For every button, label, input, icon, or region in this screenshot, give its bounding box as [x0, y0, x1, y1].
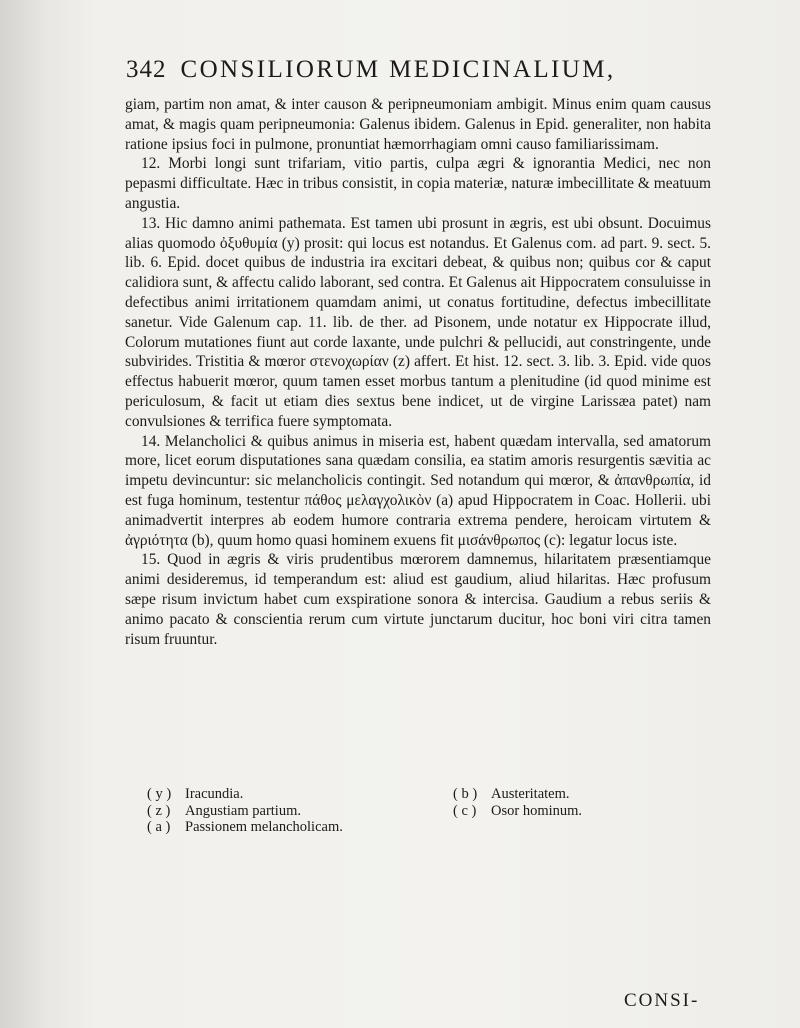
footnote-mark: ( a ): [147, 819, 171, 835]
paragraph-continuation: giam, partim non amat, & inter causon & peripneumoniam ambigit. Minus enim quam causus amat, & magis quam peripneumonia: Galenus ibidem. Galenus in Epid. generaliter, non habita ratione ipsius foci in pulmone, pronuntiat hæmorrhagiam omni causo familiarissimam.: [125, 96, 711, 153]
footnote-text: Osor hominum.: [491, 802, 583, 819]
paragraph-12: 12. Morbi longi sunt trifariam, vitio partis, culpa ægri & ignorantia Medici, nec non pepasmi difficultate. Hæc in tribus consistit, in copia materiæ, naturæ imbecillitate & meatuum angustia.: [125, 155, 711, 212]
running-title: CONSILIORUM MEDICINALIUM,: [180, 56, 616, 83]
body-text: [125, 95, 711, 649]
footnote-mark: ( z ): [147, 802, 171, 819]
catchword: CONSI-: [624, 990, 700, 1011]
page-number: 342: [126, 56, 167, 83]
footnote-mark: ( b ): [453, 786, 478, 802]
footnote-a: [147, 819, 387, 836]
footnote-b: [453, 786, 693, 803]
footnote-mark: ( y ): [147, 786, 172, 802]
show-through-shadow: [0, 0, 100, 1028]
footnotes-left-column: [147, 786, 387, 836]
footnote-text: Iracundia.: [185, 786, 244, 802]
footnote-y: [147, 786, 387, 803]
footnotes-right-column: [453, 786, 693, 819]
paragraph-13: 13. Hic damno animi pathemata. Est tamen ubi prosunt in ægris, est ubi obsunt. Docuimus alias quomodo ὀξυθυμία (y) prosit: qui locus est notandus. Et Galenus com. ad part. 9. sect. 5. lib. 6. Epid. docet quibus de industria ira excitari debeat, & quibus non; quibus cor & caput calidiora sunt, & affectu calido laborant, sed contra. Et Galenus ait Hippocratem consuluisse in defectibus animi irritationem quamdam animi, ut conatus fortitudine, defectus imbecillitate sanetur. Vide Galenum cap. 11. lib. de ther. ad Pisonem, unde notatur ex Hippocrate illud, Colorum mutationes fiunt aut corde laxante, unde pulchri & pellucidi, aut constringente, unde subvirides. Tristitia & mœror στενοχωρίαν (z) affert. Et hist. 12. sect. 3. lib. 3. Epid. vide quos effectus habuerit mœror, quum tamen esset morbus tantum a plenitudine (id quod minime est periculosum, & facit ut etiam dies sextus bene indicet, ut de virgine Larissæa patet) nam convulsiones & terrifica fuere symptomata.: [125, 214, 711, 430]
footnote-text: Passionem melancholicam.: [185, 819, 343, 835]
page-header: [126, 56, 666, 94]
footnote-text: Angustiam partium.: [185, 802, 301, 819]
footnote-text: Austeritatem.: [491, 786, 570, 802]
footnote-z: [147, 803, 387, 820]
footnote-c: [453, 803, 693, 820]
paragraph-14: 14. Melancholici & quibus animus in miseria est, habent quædam intervalla, sed amatorum more, licet eorum disputationes sana quædam consilia, ea statim amoris resurgentis sævitia ac impetu devincuntur: sic melancholicis contingit. Sed notandum qui mœror, & ἀπανθρωπία, id est fuga hominum, testentur πάθος μελαγχολικὸν (a) apud Hippocratem in Coac. Hollerii. ubi animadvertit interpres ab eodem humore contraria extrema pendere, heroicam virtutem & ἀγριότητα (b), quum homo quasi hominem exuens fit μισάνθρωπος (c): legatur locus iste.: [125, 432, 711, 549]
paragraph-15: 15. Quod in ægris & viris prudentibus mœrorem damnemus, hilaritatem præsentiamque animi desideremus, id temperandum est: aliud est gaudium, aliud hilaritas. Hæc profusum sæpe risum invictum habet cum exspiratione sonora & intercisa. Gaudium a rebus seriis & animo pacato & conscientia rerum cum virtute junctarum ducitur, hoc boni viri citra tamen risum fruuntur.: [125, 551, 711, 648]
footnote-mark: ( c ): [453, 802, 477, 819]
